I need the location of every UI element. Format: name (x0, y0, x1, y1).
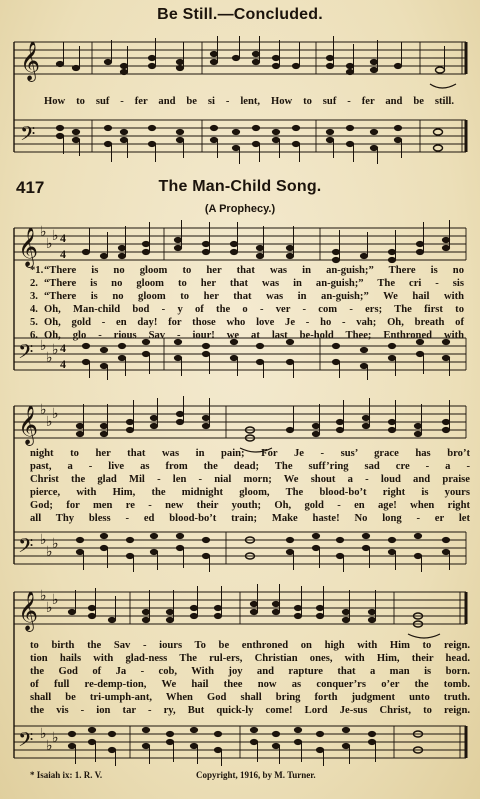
verse-line: Christ the glad Mil - len - nial morn; We shout a - loud and praise (30, 474, 470, 485)
svg-text:♭: ♭ (52, 592, 59, 608)
svg-text:♭: ♭ (52, 342, 59, 358)
top-lyric: How to suf - fer and be si - lent, How to suf - fer and be still. (44, 96, 454, 107)
svg-text:♭: ♭ (46, 544, 53, 560)
verse-line: pierce, with Him, the midnight gloom, The blood-bo’t right is yours (30, 487, 470, 498)
verse-line: of full re-demp-tion, We hail thee now as conquer’rs o’er the tomb. (30, 679, 470, 690)
svg-text:♭: ♭ (46, 350, 53, 366)
verse-line: God; for men re - new their youth; Oh, gold - en age! when right (30, 500, 470, 511)
svg-text:♭: ♭ (52, 228, 59, 244)
previous-hymn-title: Be Still.—Concluded. (157, 6, 323, 23)
footnote: * Isaiah ix: 1. R. V. (30, 770, 103, 780)
svg-text:♭: ♭ (52, 730, 59, 746)
svg-text:♭: ♭ (40, 726, 47, 742)
svg-text:𝄞: 𝄞 (20, 41, 41, 81)
svg-text:♭: ♭ (40, 402, 47, 418)
svg-text:♭: ♭ (46, 236, 53, 252)
verse-line: shall be tri-umph-ant, When God shall bring forth judgment unto truth. (30, 692, 470, 703)
verse-line: all Thy bless - ed blood-bo’t train; Make haste! No long - er let (30, 513, 470, 524)
svg-text:𝄞: 𝄞 (18, 405, 39, 445)
svg-text:♭: ♭ (46, 414, 53, 430)
time-sig-bottom: 4 (60, 247, 66, 261)
svg-text:♭: ♭ (40, 588, 47, 604)
svg-text:♭: ♭ (46, 600, 53, 616)
svg-text:4: 4 (60, 341, 66, 355)
svg-text:♭: ♭ (46, 738, 53, 754)
svg-text:𝄢: 𝄢 (20, 122, 36, 150)
verse-line: past, a - live as from the dead; The suff’ring sad cre - a - (30, 461, 470, 472)
time-sig-top: 4 (60, 231, 66, 245)
svg-text:𝄢: 𝄢 (18, 534, 34, 562)
verse-line: the God of Ja - cob, With joy and rapture that a man is born. (30, 666, 470, 677)
hymn-subtitle: (A Prophecy.) (204, 203, 276, 215)
svg-text:♭: ♭ (40, 532, 47, 548)
hymn-title: The Man-Child Song. (158, 178, 322, 195)
svg-text:4: 4 (60, 357, 66, 371)
svg-text:𝄞: 𝄞 (18, 227, 39, 267)
hymnal-page: Be Still.—Concluded. 𝄞 𝄢 How to suf - fer and be si - lent, How to suf - fer and be still. 417 The Man-Child Song. (A Prophecy.) 𝄞 𝄢 ♭ ♭ ♭ ♭ ♭ ♭ 4 4 4 4 *1. “There is no gloom to her that was in an-guish;” There is no 2. “There is no gloom to her that was in an-guish;” The cri - sis 3. “There is no gloom to her that was in an-guish;” We hail with 4. Oh, Man-child bod - y of the o - ver - com - ers; The first to 5. Oh, gold - en day! for those who love Je - ho - vah; Oh, breath of 6. Oh, glo - rious Sav - iour! we at last be-hold Thee; Enthroned with 𝄞 𝄢 ♭ ♭ ♭ ♭ ♭ ♭ night to her that was in pain; For Je - sus’ grace has bro’t past, a - live as from the dead; The suff’ring sad cre - a - Christ the glad Mil - len - nial morn; We shout a - loud and praise pierce, with Him, the midnight gloom, The blood-bo’t right is yours God; for men re - new their youth; Oh, gold - en age! when right all Thy bless - ed blood-bo’t train; Make haste! No long - er let 𝄞 𝄢 ♭ ♭ ♭ ♭ ♭ ♭ to birth the Sav - iours To be enthroned on high with Him to reign. tion hails with glad-ness The rul-ers, Christian ones, with Him, their head. the God of Ja - cob, With joy and rapture that a man is born. of full re-demp-tion, We hail thee now as conquer’rs o’er the tomb. shall be tri-umph-ant, When God shall bring forth judgment unto truth. the vis - ion tar - ry, But quick-ly come! Lord Je-sus Christ, to reign. * Isaiah ix: 1. R. V. Copyright, 1916, by M. Turner. (0, 0, 480, 799)
verse-line: to birth the Sav - iours To be enthroned on high with Him to reign. (30, 640, 470, 651)
verse-line: night to her that was in pain; For Je - sus’ grace has bro’t (30, 448, 470, 459)
verse-line: the vis - ion tar - ry, But quick-ly come! Lord Je-sus Christ, to reign. (30, 705, 470, 716)
svg-text:𝄢: 𝄢 (18, 728, 34, 756)
svg-text:𝄞: 𝄞 (18, 591, 39, 631)
hymn-number: 417 (16, 178, 45, 197)
svg-text:𝄢: 𝄢 (18, 340, 34, 368)
svg-text:♭: ♭ (52, 536, 59, 552)
copyright: Copyright, 1916, by M. Turner. (196, 770, 316, 780)
verse-line: tion hails with glad-ness The rul-ers, Christian ones, with Him, their head. (30, 653, 470, 664)
svg-text:♭: ♭ (52, 406, 59, 422)
svg-text:♭: ♭ (40, 338, 47, 354)
svg-text:♭: ♭ (40, 224, 47, 240)
